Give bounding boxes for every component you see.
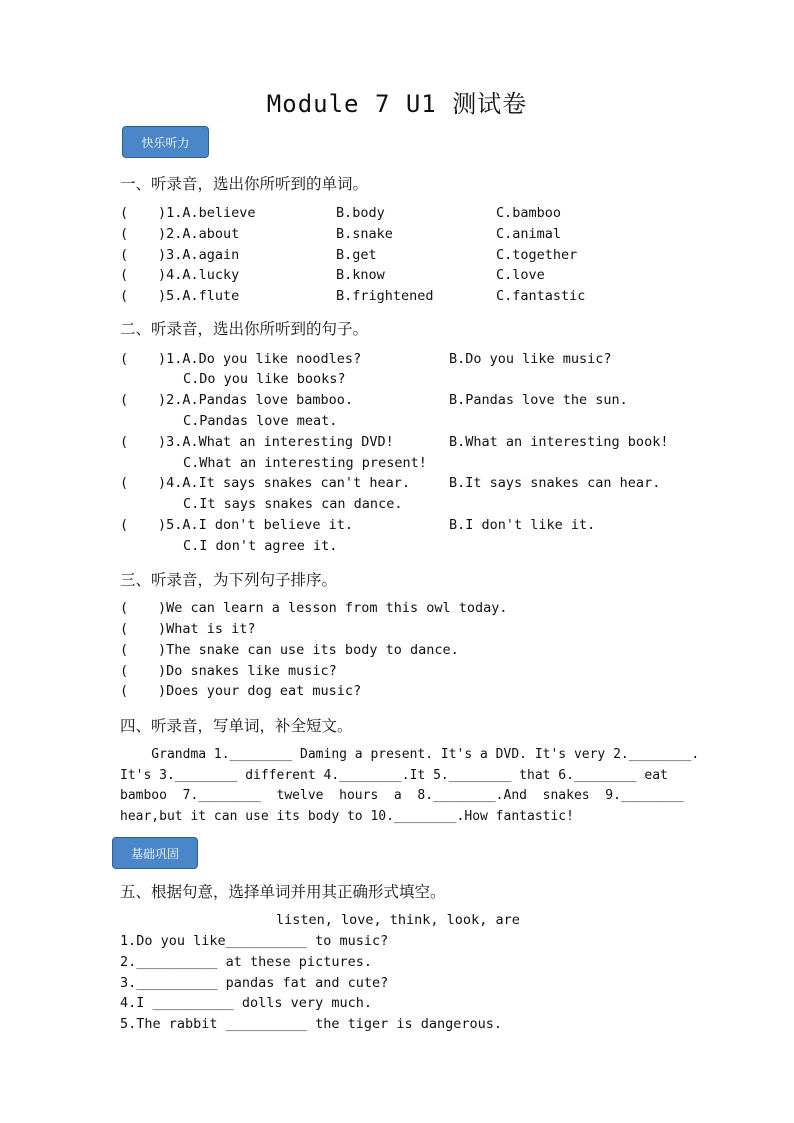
option-a: )4.A.It says snakes can't hear. (158, 475, 410, 491)
option-c: C.love (496, 267, 545, 283)
option-a: )3.A.again (158, 247, 240, 263)
passage-line: It's 3.________ different 4.________.It 5.________ that 6.________ eat (120, 767, 668, 783)
sentence: )Do snakes like music? (158, 663, 337, 679)
answer-paren: ( (120, 226, 129, 242)
section-2-heading: 二、听录音，选出你所听到的句子。 (120, 320, 369, 338)
answer-paren: ( (120, 351, 129, 367)
option-a: )1.A.believe (158, 205, 256, 221)
option-c: C.together (496, 247, 578, 263)
passage-line: bamboo 7.________ twelve hours a 8.________.And snakes 9.________ (120, 788, 684, 804)
option-b: B.Do you like music? (449, 351, 612, 367)
option-c: C.bamboo (496, 205, 562, 221)
listening-badge: 快乐听力 (122, 126, 209, 158)
sentence: )Does your dog eat music? (158, 683, 362, 699)
option-b: B.Pandas love the sun. (449, 392, 628, 408)
passage-line: hear,but it can use its body to 10.________.How fantastic! (120, 809, 574, 825)
answer-paren: ( (120, 247, 129, 263)
option-a: )5.A.I don't believe it. (158, 517, 354, 533)
answer-paren: ( (120, 267, 129, 283)
option-c: C.animal (496, 226, 562, 242)
answer-paren: ( (120, 642, 129, 658)
answer-paren: ( (120, 621, 129, 637)
section-1-heading: 一、听录音，选出你所听到的单词。 (120, 175, 369, 193)
option-b: B.body (336, 205, 385, 221)
answer-paren: ( (120, 288, 129, 304)
sentence: )What is it? (158, 621, 256, 637)
fill-item: 1.Do you like__________ to music? (120, 933, 389, 949)
option-b: B.I don't like it. (449, 517, 596, 533)
sentence: )The snake can use its body to dance. (158, 642, 459, 658)
option-b: B.It says snakes can hear. (449, 475, 661, 491)
answer-paren: ( (120, 205, 129, 221)
basics-badge: 基础巩固 (112, 837, 198, 869)
option-c: C.I don't agree it. (183, 538, 338, 554)
option-a: )4.A.lucky (158, 267, 240, 283)
option-b: B.frightened (336, 288, 434, 304)
passage-line: Grandma 1.________ Daming a present. It's a DVD. It's very 2.________. (120, 747, 700, 762)
page-title: Module 7 U1 测试卷 (266, 90, 528, 118)
option-b: B.know (336, 267, 385, 283)
option-a: )1.A.Do you like noodles? (158, 351, 362, 367)
option-a: )5.A.flute (158, 288, 240, 304)
answer-paren: ( (120, 392, 129, 408)
sentence: )We can learn a lesson from this owl today. (158, 600, 508, 616)
answer-paren: ( (120, 517, 129, 533)
answer-paren: ( (120, 475, 129, 491)
section-4-heading: 四、听录音，写单词，补全短文。 (120, 717, 353, 735)
option-b: B.snake (336, 226, 393, 242)
fill-item: 5.The rabbit __________ the tiger is dangerous. (120, 1016, 503, 1032)
word-bank: listen, love, think, look, are (276, 912, 520, 928)
option-a: )2.A.about (158, 226, 240, 242)
answer-paren: ( (120, 434, 129, 450)
cloze-passage (120, 745, 700, 828)
option-c: C.Pandas love meat. (183, 413, 338, 429)
option-c: C.It says snakes can dance. (183, 496, 403, 512)
section-3-heading: 三、听录音，为下列句子排序。 (120, 571, 338, 589)
option-a: )3.A.What an interesting DVD! (158, 434, 394, 450)
answer-paren: ( (120, 663, 129, 679)
option-b: B.get (336, 247, 377, 263)
fill-item: 2.__________ at these pictures. (120, 954, 372, 970)
option-c: C.fantastic (496, 288, 586, 304)
answer-paren: ( (120, 600, 129, 616)
answer-paren: ( (120, 683, 129, 699)
fill-item: 4.I __________ dolls very much. (120, 995, 372, 1011)
option-c: C.Do you like books? (183, 371, 346, 387)
section-5-heading: 五、根据句意，选择单词并用其正确形式填空。 (120, 883, 446, 901)
option-b: B.What an interesting book! (449, 434, 669, 450)
fill-item: 3.__________ pandas fat and cute? (120, 975, 389, 991)
option-c: C.What an interesting present! (183, 455, 427, 471)
option-a: )2.A.Pandas love bamboo. (158, 392, 354, 408)
